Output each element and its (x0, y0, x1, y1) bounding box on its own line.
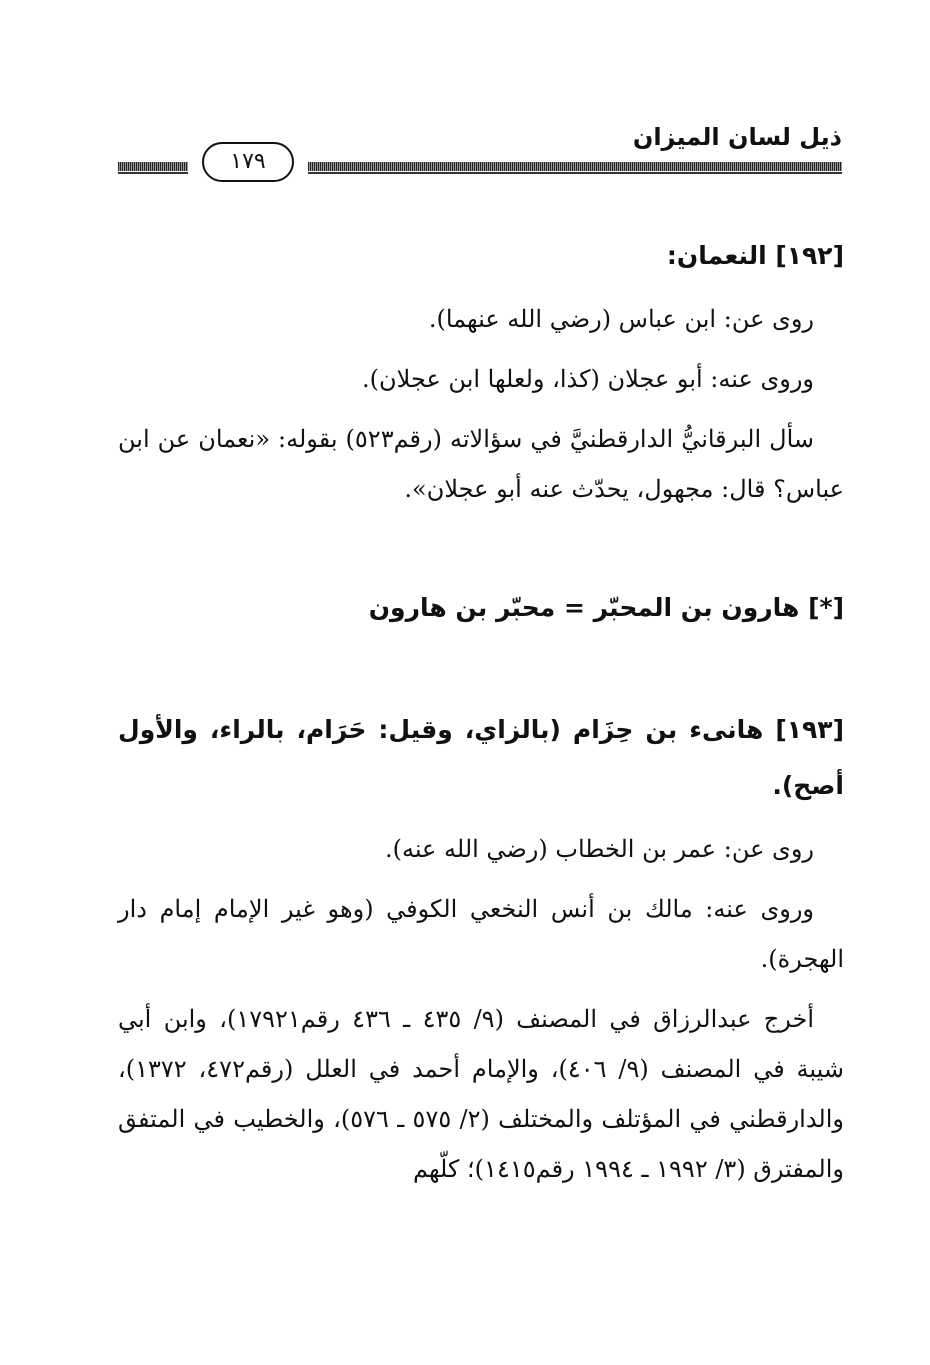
cross-reference (118, 580, 844, 636)
narrated-from: روى عن: عمر بن الخطاب (رضي الله عنه). (384, 835, 814, 863)
entry-heading: [١٩٣] هانىء بن حِزَام (بالزاي، وقيل: حَرَام، بالراء، والأول أصح). (118, 715, 844, 800)
entry-heading: [١٩٢] النعمان: (666, 241, 844, 270)
header-rule-left (118, 162, 188, 171)
page-number: ١٧٩ (202, 142, 294, 182)
cross-reference-heading: [*] هارون بن المحبّر = محبّر بن هارون (368, 593, 844, 622)
entry-note: أخرج عبدالرزاق في المصنف (٩/ ٤٣٥ ـ ٤٣٦ رقم١٧٩٢١)، وابن أبي شيبة في المصنف (٩/ ٤٠٦)، والإمام أحمد في العلل (رقم٤٧٢، ١٣٧٢)، والدارقطني في المؤتلف والمختلف (٢/ ٥٧٥ ـ ٥٧٦)، والخطيب في المتفق والمفترق (٣/ ١٩٩٢ ـ ١٩٩٤ رقم١٤١٥)؛ كلّهم (118, 1005, 845, 1183)
entry-193 (118, 702, 844, 1194)
entry-note: سأل البرقانيُّ الدارقطنيَّ في سؤالاته (رقم٥٢٣) بقوله: «نعمان عن ابن عباس؟ قال: مجهول، يحدّث عنه أبو عجلان». (118, 425, 844, 503)
narrated-by: وروى عنه: أبو عجلان (كذا، ولعلها ابن عجلان). (362, 365, 814, 393)
page-body (118, 228, 844, 1194)
narrated-by: وروى عنه: مالك بن أنس النخعي الكوفي (وهو غير الإمام إمام دار الهجرة). (118, 895, 844, 973)
book-title: ذيل لسان الميزان (632, 123, 842, 151)
narrated-from: روى عن: ابن عباس (رضي الله عنهما). (428, 305, 814, 333)
header-rule-right (308, 162, 842, 171)
page-header (118, 122, 842, 184)
entry-192 (118, 228, 844, 514)
